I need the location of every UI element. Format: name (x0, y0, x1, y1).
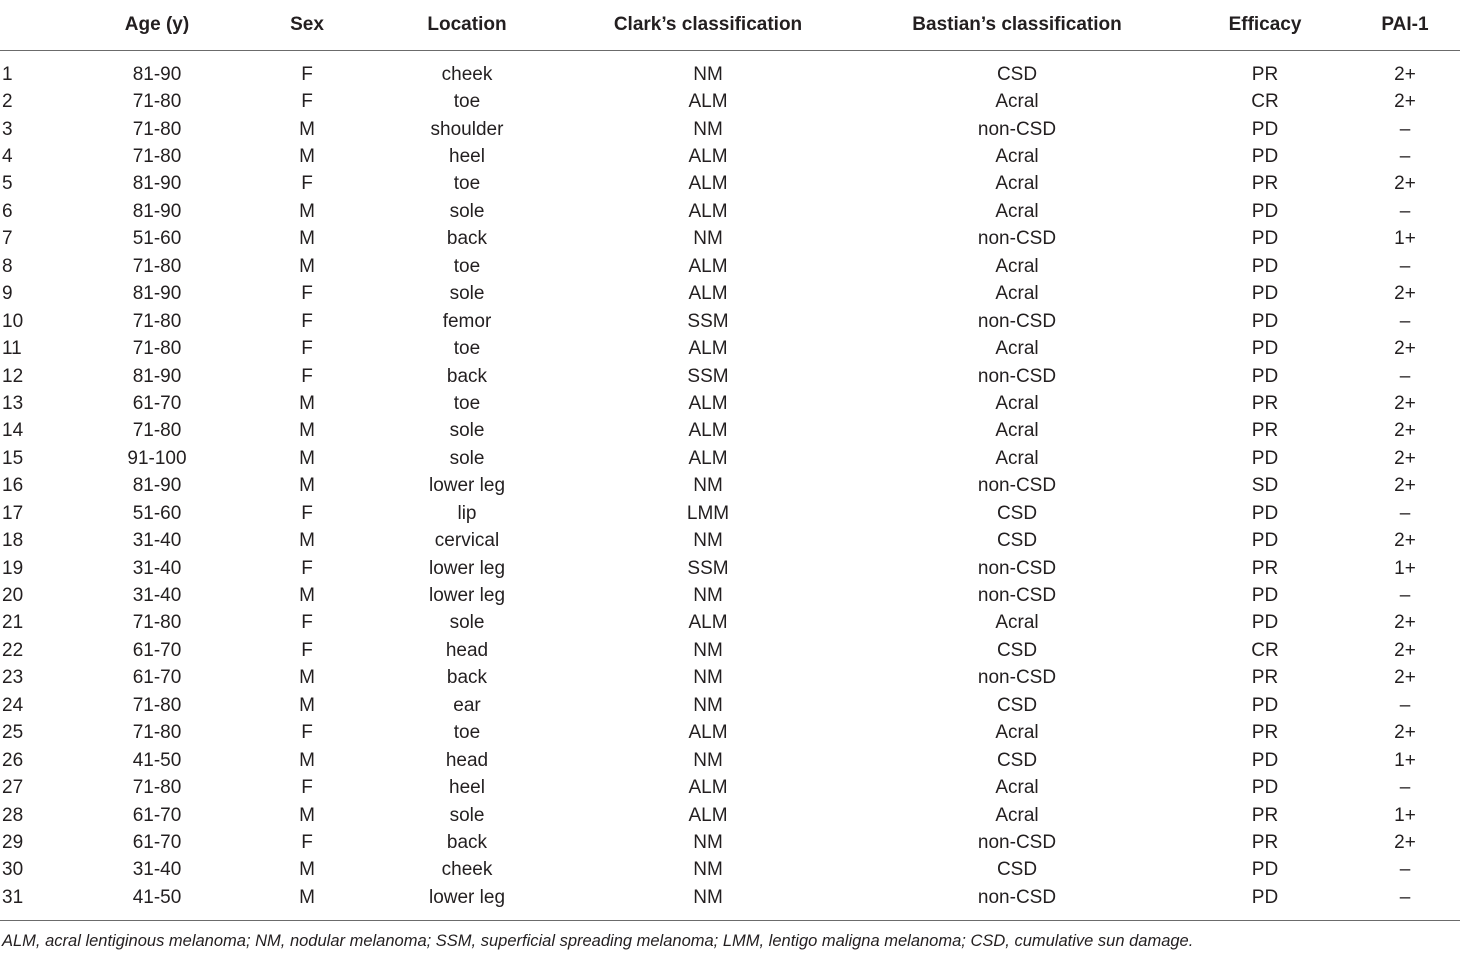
cell-pai-1: 2+ (1394, 667, 1416, 689)
cell-clark-classification: NM (693, 530, 723, 552)
cell-location: lower leg (428, 557, 506, 579)
cell-case-number: 10 (2, 310, 24, 332)
table-row (0, 774, 1460, 801)
cell-sex: F (301, 639, 313, 661)
table-row (0, 527, 1460, 554)
cell-case-number: 17 (2, 502, 24, 524)
cell-age: 61-70 (132, 639, 182, 661)
cell-bastian-classification: non-CSD (977, 365, 1057, 387)
table-header (0, 0, 1460, 51)
table-row (0, 500, 1460, 527)
cell-location: toe (453, 173, 481, 195)
column-header-location: Location (372, 0, 562, 51)
cell-efficacy: PR (1251, 722, 1279, 744)
cell-location: head (445, 639, 489, 661)
cell-case-number: 11 (2, 338, 22, 360)
cell-age: 31-40 (132, 585, 182, 607)
table-row (0, 637, 1460, 664)
cell-case-number: 2 (2, 91, 13, 113)
cell-clark-classification: ALM (688, 447, 728, 469)
cell-location: sole (449, 804, 485, 826)
cell-sex: M (299, 146, 315, 168)
cell-sex: M (299, 447, 315, 469)
cell-sex: F (301, 63, 313, 85)
table-row (0, 747, 1460, 774)
table-row (0, 857, 1460, 884)
cell-sex: M (299, 667, 315, 689)
cell-pai-1: 2+ (1394, 612, 1416, 634)
cell-efficacy: PD (1251, 585, 1279, 607)
cell-clark-classification: ALM (688, 173, 728, 195)
cell-clark-classification: ALM (688, 91, 728, 113)
table-row (0, 226, 1460, 253)
cell-case-number: 20 (2, 585, 24, 607)
table-row (0, 253, 1460, 280)
cell-efficacy: PD (1251, 228, 1279, 250)
cell-efficacy: PD (1251, 255, 1279, 277)
cell-pai-1: – (1399, 200, 1411, 222)
cell-clark-classification: ALM (688, 283, 728, 305)
cell-location: cheek (441, 63, 493, 85)
cell-bastian-classification: Acral (995, 173, 1039, 195)
cell-bastian-classification: Acral (995, 447, 1039, 469)
cell-location: sole (449, 200, 485, 222)
cell-location: back (446, 365, 488, 387)
cell-pai-1: – (1399, 859, 1411, 881)
cell-age: 71-80 (132, 722, 182, 744)
table-footnote: ALM, acral lentiginous melanoma; NM, nodular melanoma; SSM, superficial spreading melanoma; LMM, lentigo maligna melanoma; CSD, cumulative sun damage. (2, 932, 1194, 950)
cell-age: 61-70 (132, 804, 182, 826)
cell-location: lower leg (372, 884, 562, 920)
cell-location: toe (453, 392, 481, 414)
cell-pai-1: – (1399, 777, 1411, 799)
cell-case-number: 13 (2, 392, 24, 414)
cell-efficacy: PD (1251, 200, 1279, 222)
cell-age: 71-80 (132, 338, 182, 360)
cell-pai-1: – (1399, 146, 1411, 168)
cell-location: lip (457, 502, 477, 524)
cell-pai-1: 1+ (1394, 228, 1416, 250)
cell-bastian-classification: Acral (995, 146, 1039, 168)
cell-efficacy: PD (1251, 365, 1279, 387)
cell-bastian-classification: non-CSD (854, 884, 1180, 920)
cell-bastian-classification: non-CSD (977, 831, 1057, 853)
cell-sex: M (299, 475, 315, 497)
cell-clark-classification: NM (693, 694, 723, 716)
cell-sex: F (301, 502, 313, 524)
table-row (0, 116, 1460, 143)
cell-clark-classification: NM (693, 667, 723, 689)
column-header-sex: Sex (242, 0, 372, 51)
cell-bastian-classification: Acral (995, 392, 1039, 414)
cell-location: sole (449, 420, 485, 442)
column-header-efficacy: Efficacy (1180, 0, 1350, 51)
table-row (0, 198, 1460, 225)
cell-pai-1: – (1399, 502, 1411, 524)
cell-location: cheek (441, 859, 493, 881)
cell-case-number: 5 (2, 173, 13, 195)
cell-clark-classification: NM (693, 475, 723, 497)
cell-sex: M (299, 694, 315, 716)
cell-age: 31-40 (132, 557, 182, 579)
cell-bastian-classification: Acral (995, 338, 1039, 360)
cell-clark-classification: NM (693, 228, 723, 250)
cell-clark-classification: SSM (687, 557, 729, 579)
cell-location: lower leg (428, 475, 506, 497)
cell-sex: F (301, 722, 313, 744)
cell-case-number: 3 (2, 118, 13, 140)
cell-bastian-classification: non-CSD (977, 585, 1057, 607)
cell-clark-classification: NM (693, 639, 723, 661)
cell-bastian-classification: CSD (996, 694, 1038, 716)
cell-efficacy: PD (1251, 502, 1279, 524)
cell-location: sole (449, 283, 485, 305)
cell-pai-1: 2+ (1394, 63, 1416, 85)
cell-clark-classification: SSM (687, 365, 729, 387)
cell-age: 71-80 (132, 146, 182, 168)
cell-pai-1: 2+ (1394, 338, 1416, 360)
cell-sex: F (301, 365, 313, 387)
cell-pai-1: 2+ (1394, 831, 1416, 853)
cell-bastian-classification: Acral (995, 722, 1039, 744)
cell-bastian-classification: Acral (995, 283, 1039, 305)
cell-case-number: 24 (2, 694, 24, 716)
table-row (0, 335, 1460, 362)
cell-efficacy: CR (1251, 91, 1279, 113)
cell-age: 91-100 (127, 447, 187, 469)
cell-sex: M (299, 392, 315, 414)
cell-bastian-classification: CSD (996, 530, 1038, 552)
cell-efficacy: PD (1251, 146, 1279, 168)
table-row (0, 720, 1460, 747)
table-body (0, 51, 1460, 921)
table-row (0, 610, 1460, 637)
cell-pai-1: 2+ (1394, 447, 1416, 469)
cell-sex: F (301, 283, 313, 305)
cell-clark-classification: ALM (688, 777, 728, 799)
cell-case-number: 26 (2, 749, 24, 771)
cell-clark-classification: NM (693, 749, 723, 771)
cell-case-number: 8 (2, 255, 13, 277)
cell-sex: M (299, 228, 315, 250)
cell-sex: M (299, 804, 315, 826)
cell-location: sole (449, 447, 485, 469)
cell-pai-1: – (1350, 884, 1460, 920)
cell-case-number: 19 (2, 557, 24, 579)
cell-clark-classification: NM (693, 585, 723, 607)
cell-clark-classification: LMM (686, 502, 730, 524)
cell-age: 81-90 (132, 173, 182, 195)
table-row (0, 829, 1460, 856)
table-row (0, 363, 1460, 390)
cell-location: ear (453, 694, 481, 716)
cell-case-number: 4 (2, 146, 13, 168)
cell-case-number: 1 (2, 63, 13, 85)
cell-bastian-classification: non-CSD (977, 118, 1057, 140)
cell-bastian-classification: non-CSD (977, 310, 1057, 332)
cell-age: 81-90 (132, 283, 182, 305)
column-header-clark-classification: Clark’s classification (562, 0, 854, 51)
cell-bastian-classification: CSD (996, 749, 1038, 771)
cell-efficacy: PD (1251, 530, 1279, 552)
cell-location: femor (442, 310, 492, 332)
cell-pai-1: 2+ (1394, 283, 1416, 305)
cell-age: 81-90 (132, 365, 182, 387)
cell-sex: F (301, 557, 313, 579)
cell-efficacy: PR (1251, 557, 1279, 579)
cell-case-number: 12 (2, 365, 24, 387)
column-header-case-number (0, 0, 72, 51)
cell-pai-1: 2+ (1394, 639, 1416, 661)
table-row (0, 665, 1460, 692)
cell-clark-classification: NM (693, 118, 723, 140)
cell-location: toe (453, 255, 481, 277)
cell-sex: M (299, 749, 315, 771)
cell-efficacy: SD (1251, 475, 1279, 497)
cell-case-number: 16 (2, 475, 24, 497)
table-row (0, 884, 1460, 920)
cell-age: 31-40 (132, 530, 182, 552)
cell-bastian-classification: non-CSD (977, 475, 1057, 497)
cell-case-number: 29 (2, 831, 24, 853)
cell-efficacy: PD (1251, 447, 1279, 469)
cell-efficacy: PD (1251, 612, 1279, 634)
cell-location: shoulder (430, 118, 504, 140)
cell-efficacy: PR (1251, 392, 1279, 414)
table-row (0, 418, 1460, 445)
cell-pai-1: – (1399, 255, 1411, 277)
table-row (0, 802, 1460, 829)
cell-sex: M (299, 530, 315, 552)
cell-case-number: 9 (2, 283, 13, 305)
cell-location: toe (453, 722, 481, 744)
cell-pai-1: 2+ (1394, 91, 1416, 113)
cell-pai-1: 2+ (1394, 475, 1416, 497)
cell-age: 71-80 (132, 118, 182, 140)
cell-age: 71-80 (132, 420, 182, 442)
cell-case-number: 14 (2, 420, 24, 442)
header-row (0, 0, 1460, 51)
cell-efficacy: PD (1251, 749, 1279, 771)
table-row (0, 171, 1460, 198)
cell-location: toe (453, 338, 481, 360)
cell-pai-1: 2+ (1394, 530, 1416, 552)
cell-sex: F (301, 173, 313, 195)
cell-sex: M (242, 884, 372, 920)
cell-case-number: 15 (2, 447, 24, 469)
cell-clark-classification: ALM (688, 612, 728, 634)
cell-efficacy: PD (1251, 694, 1279, 716)
cell-location: back (446, 831, 488, 853)
cell-efficacy: PR (1251, 667, 1279, 689)
cell-efficacy: PR (1251, 831, 1279, 853)
cell-location: heel (449, 146, 485, 168)
cell-pai-1: 2+ (1394, 722, 1416, 744)
cell-location: sole (449, 612, 485, 634)
cell-case-number: 21 (2, 612, 24, 634)
cell-clark-classification: ALM (688, 804, 728, 826)
cell-case-number: 23 (2, 667, 24, 689)
cell-bastian-classification: Acral (995, 255, 1039, 277)
cell-pai-1: – (1399, 310, 1411, 332)
cell-sex: M (299, 859, 315, 881)
column-header-age: Age (y) (72, 0, 242, 51)
cell-clark-classification: ALM (688, 420, 728, 442)
table-row (0, 555, 1460, 582)
cell-age: 71-80 (132, 612, 182, 634)
cell-case-number: 28 (2, 804, 24, 826)
cell-bastian-classification: Acral (995, 91, 1039, 113)
cell-clark-classification: NM (693, 831, 723, 853)
cell-pai-1: 2+ (1394, 173, 1416, 195)
cell-pai-1: 1+ (1394, 749, 1416, 771)
cell-age: 71-80 (132, 91, 182, 113)
cell-efficacy: PR (1251, 63, 1279, 85)
cell-bastian-classification: CSD (996, 502, 1038, 524)
cell-location: cervical (434, 530, 500, 552)
cell-bastian-classification: Acral (995, 200, 1039, 222)
table-row (0, 281, 1460, 308)
cell-clark-classification: ALM (688, 146, 728, 168)
column-header-pai-1: PAI-1 (1350, 0, 1460, 51)
cell-age: 31-40 (132, 859, 182, 881)
cell-location: back (446, 228, 488, 250)
cell-pai-1: – (1399, 694, 1411, 716)
cell-pai-1: 1+ (1394, 804, 1416, 826)
table-row (0, 473, 1460, 500)
cell-efficacy: PD (1251, 310, 1279, 332)
column-header-bastian-classification: Bastian’s classification (854, 0, 1180, 51)
cell-efficacy: PR (1251, 420, 1279, 442)
cell-sex: F (301, 831, 313, 853)
cell-location: head (445, 749, 489, 771)
cell-age: 51-60 (132, 228, 182, 250)
cell-age: 61-70 (132, 667, 182, 689)
table-row (0, 143, 1460, 170)
cell-bastian-classification: CSD (996, 639, 1038, 661)
cell-location: lower leg (428, 585, 506, 607)
cell-sex: M (299, 118, 315, 140)
cell-clark-classification: NM (693, 63, 723, 85)
cell-age: 71-80 (132, 777, 182, 799)
table-row (0, 308, 1460, 335)
cell-bastian-classification: Acral (995, 804, 1039, 826)
cell-pai-1: 2+ (1394, 392, 1416, 414)
cell-sex: F (301, 338, 313, 360)
table-row (0, 51, 1460, 89)
cell-sex: M (299, 255, 315, 277)
table-row (0, 582, 1460, 609)
cell-case-number: 31 (0, 884, 72, 920)
cell-clark-classification: NM (693, 859, 723, 881)
cell-efficacy: PD (1180, 884, 1350, 920)
cell-clark-classification: NM (562, 884, 854, 920)
cell-sex: M (299, 200, 315, 222)
table-row (0, 445, 1460, 472)
cell-age: 41-50 (132, 749, 182, 771)
cell-case-number: 30 (2, 859, 24, 881)
cell-efficacy: PR (1251, 804, 1279, 826)
cell-case-number: 7 (2, 228, 13, 250)
cell-bastian-classification: non-CSD (977, 228, 1057, 250)
cell-efficacy: PR (1251, 173, 1279, 195)
cell-age: 51-60 (132, 502, 182, 524)
table-row (0, 390, 1460, 417)
table-row (0, 692, 1460, 719)
cell-efficacy: PD (1251, 338, 1279, 360)
cell-bastian-classification: Acral (995, 777, 1039, 799)
table-row (0, 88, 1460, 115)
cell-case-number: 18 (2, 530, 24, 552)
cell-age: 71-80 (132, 310, 182, 332)
cell-clark-classification: ALM (688, 255, 728, 277)
cell-case-number: 6 (2, 200, 13, 222)
cell-efficacy: PD (1251, 777, 1279, 799)
cell-bastian-classification: Acral (995, 420, 1039, 442)
cell-age: 81-90 (132, 63, 182, 85)
cell-efficacy: PD (1251, 859, 1279, 881)
cell-pai-1: – (1399, 585, 1411, 607)
cell-clark-classification: SSM (687, 310, 729, 332)
cell-clark-classification: ALM (688, 392, 728, 414)
cell-sex: M (299, 420, 315, 442)
cell-case-number: 25 (2, 722, 24, 744)
cell-age: 71-80 (132, 694, 182, 716)
cell-bastian-classification: non-CSD (977, 667, 1057, 689)
cell-location: heel (449, 777, 485, 799)
cell-age: 61-70 (132, 831, 182, 853)
cell-bastian-classification: CSD (996, 63, 1038, 85)
cell-pai-1: 1+ (1394, 557, 1416, 579)
cell-location: toe (453, 91, 481, 113)
cell-efficacy: PD (1251, 118, 1279, 140)
cell-age: 61-70 (132, 392, 182, 414)
cell-sex: F (301, 777, 313, 799)
cell-clark-classification: ALM (688, 200, 728, 222)
cell-clark-classification: ALM (688, 722, 728, 744)
cell-age: 81-90 (132, 475, 182, 497)
cell-sex: F (301, 91, 313, 113)
cell-age: 81-90 (132, 200, 182, 222)
cell-bastian-classification: Acral (995, 612, 1039, 634)
cell-pai-1: 2+ (1394, 420, 1416, 442)
cell-efficacy: CR (1251, 639, 1279, 661)
cell-bastian-classification: CSD (996, 859, 1038, 881)
cell-sex: F (301, 612, 313, 634)
cell-location: back (446, 667, 488, 689)
cell-case-number: 27 (2, 777, 24, 799)
cell-age: 41-50 (72, 884, 242, 920)
cell-pai-1: – (1399, 118, 1411, 140)
cell-sex: M (299, 585, 315, 607)
cell-bastian-classification: non-CSD (977, 557, 1057, 579)
cell-sex: F (301, 310, 313, 332)
cell-age: 71-80 (132, 255, 182, 277)
cell-case-number: 22 (2, 639, 24, 661)
cell-clark-classification: ALM (688, 338, 728, 360)
cell-efficacy: PD (1251, 283, 1279, 305)
cell-pai-1: – (1399, 365, 1411, 387)
